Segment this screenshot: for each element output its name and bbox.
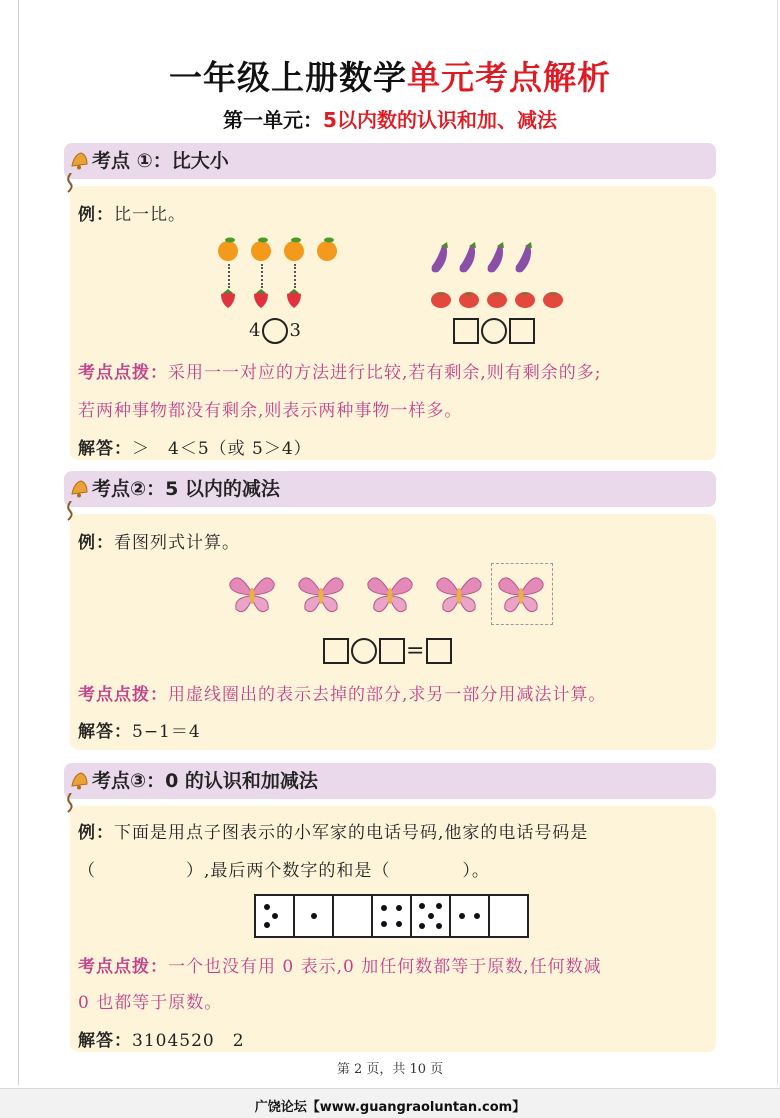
page-subtitle bbox=[0, 104, 780, 133]
page-number: 第 2 页，共 10 页 bbox=[336, 1062, 444, 1077]
tomato-icon bbox=[430, 289, 452, 309]
butterfly-icon bbox=[495, 571, 547, 617]
equation-blanks bbox=[322, 638, 453, 664]
tip-label: 考点点拨： bbox=[78, 957, 168, 977]
section-2-header bbox=[64, 471, 716, 507]
butterfly-icon bbox=[364, 571, 416, 617]
example-text: 看图列式计算。 bbox=[114, 533, 240, 553]
section-2-example bbox=[78, 528, 240, 553]
dot bbox=[396, 905, 402, 911]
section-1-tip-line1 bbox=[78, 358, 602, 383]
dot bbox=[474, 913, 480, 919]
compare-left-num1: 4 bbox=[249, 320, 262, 341]
bell-icon bbox=[68, 769, 90, 791]
dot-card bbox=[373, 896, 412, 936]
answer-label: 解答： bbox=[78, 439, 132, 459]
tip-text: 一个也没有用 0 表示,0 加任何数都等于原数,任何数减 bbox=[168, 957, 602, 977]
match-line bbox=[228, 264, 230, 288]
dot-card bbox=[334, 896, 373, 936]
orange-icon bbox=[282, 236, 306, 262]
section-3-header bbox=[64, 763, 716, 799]
compare-left bbox=[249, 318, 302, 344]
example-label: 例： bbox=[78, 533, 114, 553]
section-2-heading: 考点②：5 以内的减法 bbox=[92, 478, 280, 500]
dot-card bbox=[295, 896, 334, 936]
answer-circle[interactable] bbox=[262, 318, 288, 344]
section-3-example-line2 bbox=[78, 856, 490, 881]
answer-text: 3104520 2 bbox=[132, 1031, 245, 1051]
dot bbox=[419, 903, 425, 909]
section-1-header bbox=[64, 143, 716, 179]
subtitle-part1: 第一单元： bbox=[223, 108, 324, 132]
answer-box[interactable] bbox=[509, 318, 535, 344]
section-1-example bbox=[78, 200, 186, 225]
answer-circle[interactable] bbox=[481, 318, 507, 344]
butterfly-icon bbox=[295, 571, 347, 617]
section-2-tip bbox=[78, 680, 606, 705]
tip-text: 0 也都等于原数。 bbox=[78, 993, 223, 1013]
eggplant-icon bbox=[484, 240, 508, 276]
section-1-tip-line2 bbox=[78, 396, 462, 421]
phone-dot-cards bbox=[254, 894, 529, 938]
section-2-answer bbox=[78, 717, 201, 742]
answer-label: 解答： bbox=[78, 1031, 132, 1051]
compare-left-num2: 3 bbox=[289, 320, 302, 341]
footer-site-link[interactable]: 广饶论坛【www.guangraoluntan.com】 bbox=[254, 1100, 526, 1115]
dot-card bbox=[256, 896, 295, 936]
section-1-heading: 考点 ①：比大小 bbox=[92, 150, 229, 172]
match-line bbox=[294, 264, 296, 288]
example-text: （ ）,最后两个数字的和是（ ）。 bbox=[78, 861, 490, 881]
dot bbox=[459, 913, 465, 919]
tomato-icon bbox=[514, 289, 536, 309]
example-text: 下面是用点子图表示的小军家的电话号码,他家的电话号码是 bbox=[114, 823, 589, 843]
dot-card bbox=[451, 896, 490, 936]
dot bbox=[264, 904, 270, 910]
answer-box[interactable] bbox=[426, 638, 452, 664]
answer-text: 5−1＝4 bbox=[132, 722, 201, 742]
dot bbox=[436, 903, 442, 909]
butterfly-icon bbox=[226, 571, 278, 617]
equals-sign: = bbox=[406, 638, 426, 664]
eggplant-icon bbox=[512, 240, 536, 276]
orange-icon bbox=[315, 236, 339, 262]
dot bbox=[428, 913, 434, 919]
dot bbox=[419, 923, 425, 929]
answer-box[interactable] bbox=[379, 638, 405, 664]
example-label: 例： bbox=[78, 823, 114, 843]
tip-text: 采用一一对应的方法进行比较,若有剩余,则有剩余的多; bbox=[168, 363, 602, 383]
dot bbox=[381, 905, 387, 911]
example-text: 比一比。 bbox=[114, 205, 186, 225]
eggplant-icon bbox=[456, 240, 480, 276]
section-3-example-line1 bbox=[78, 818, 588, 843]
section-3-tip-line1 bbox=[78, 952, 602, 977]
bell-icon bbox=[68, 477, 90, 499]
match-line bbox=[261, 264, 263, 288]
answer-label: 解答： bbox=[78, 722, 132, 742]
strawberry-icon bbox=[284, 287, 304, 309]
strawberry-icon bbox=[218, 287, 238, 309]
answer-box[interactable] bbox=[453, 318, 479, 344]
dot bbox=[311, 913, 317, 919]
title-part1: 一年级上册数学 bbox=[169, 58, 407, 97]
section-3-answer bbox=[78, 1026, 245, 1051]
dot bbox=[396, 921, 402, 927]
butterfly-icon bbox=[433, 571, 485, 617]
dot bbox=[272, 913, 278, 919]
answer-text: ＞ 4＜5（或 5＞4） bbox=[132, 439, 312, 459]
title-part2: 单元考点解析 bbox=[407, 58, 611, 97]
page-edge-left bbox=[18, 0, 19, 1085]
answer-box[interactable] bbox=[323, 638, 349, 664]
dot bbox=[381, 921, 387, 927]
tip-label: 考点点拨： bbox=[78, 363, 168, 383]
tip-text: 若两种事物都没有剩余,则表示两种事物一样多。 bbox=[78, 401, 463, 421]
example-label: 例： bbox=[78, 205, 114, 225]
orange-icon bbox=[216, 236, 240, 262]
section-3-heading: 考点③：0 的认识和加减法 bbox=[92, 770, 318, 792]
eggplant-icon bbox=[428, 240, 452, 276]
answer-circle[interactable] bbox=[351, 638, 377, 664]
bell-icon bbox=[68, 149, 90, 171]
dot-card bbox=[490, 896, 527, 936]
strawberry-icon bbox=[251, 287, 271, 309]
orange-icon bbox=[249, 236, 273, 262]
dot bbox=[436, 923, 442, 929]
tip-text: 用虚线圈出的表示去掉的部分,求另一部分用减法计算。 bbox=[168, 685, 607, 705]
page-title bbox=[0, 52, 780, 99]
tip-label: 考点点拨： bbox=[78, 685, 168, 705]
dot-card bbox=[412, 896, 451, 936]
tomato-icon bbox=[542, 289, 564, 309]
subtitle-part2: 5以内数的认识和加、减法 bbox=[323, 108, 557, 132]
tomato-icon bbox=[486, 289, 508, 309]
compare-right bbox=[452, 318, 536, 344]
tomato-icon bbox=[458, 289, 480, 309]
page-edge-right bbox=[777, 0, 778, 1085]
section-3-tip-line2 bbox=[78, 988, 222, 1013]
dot bbox=[264, 922, 270, 928]
section-1-answer bbox=[78, 434, 312, 459]
